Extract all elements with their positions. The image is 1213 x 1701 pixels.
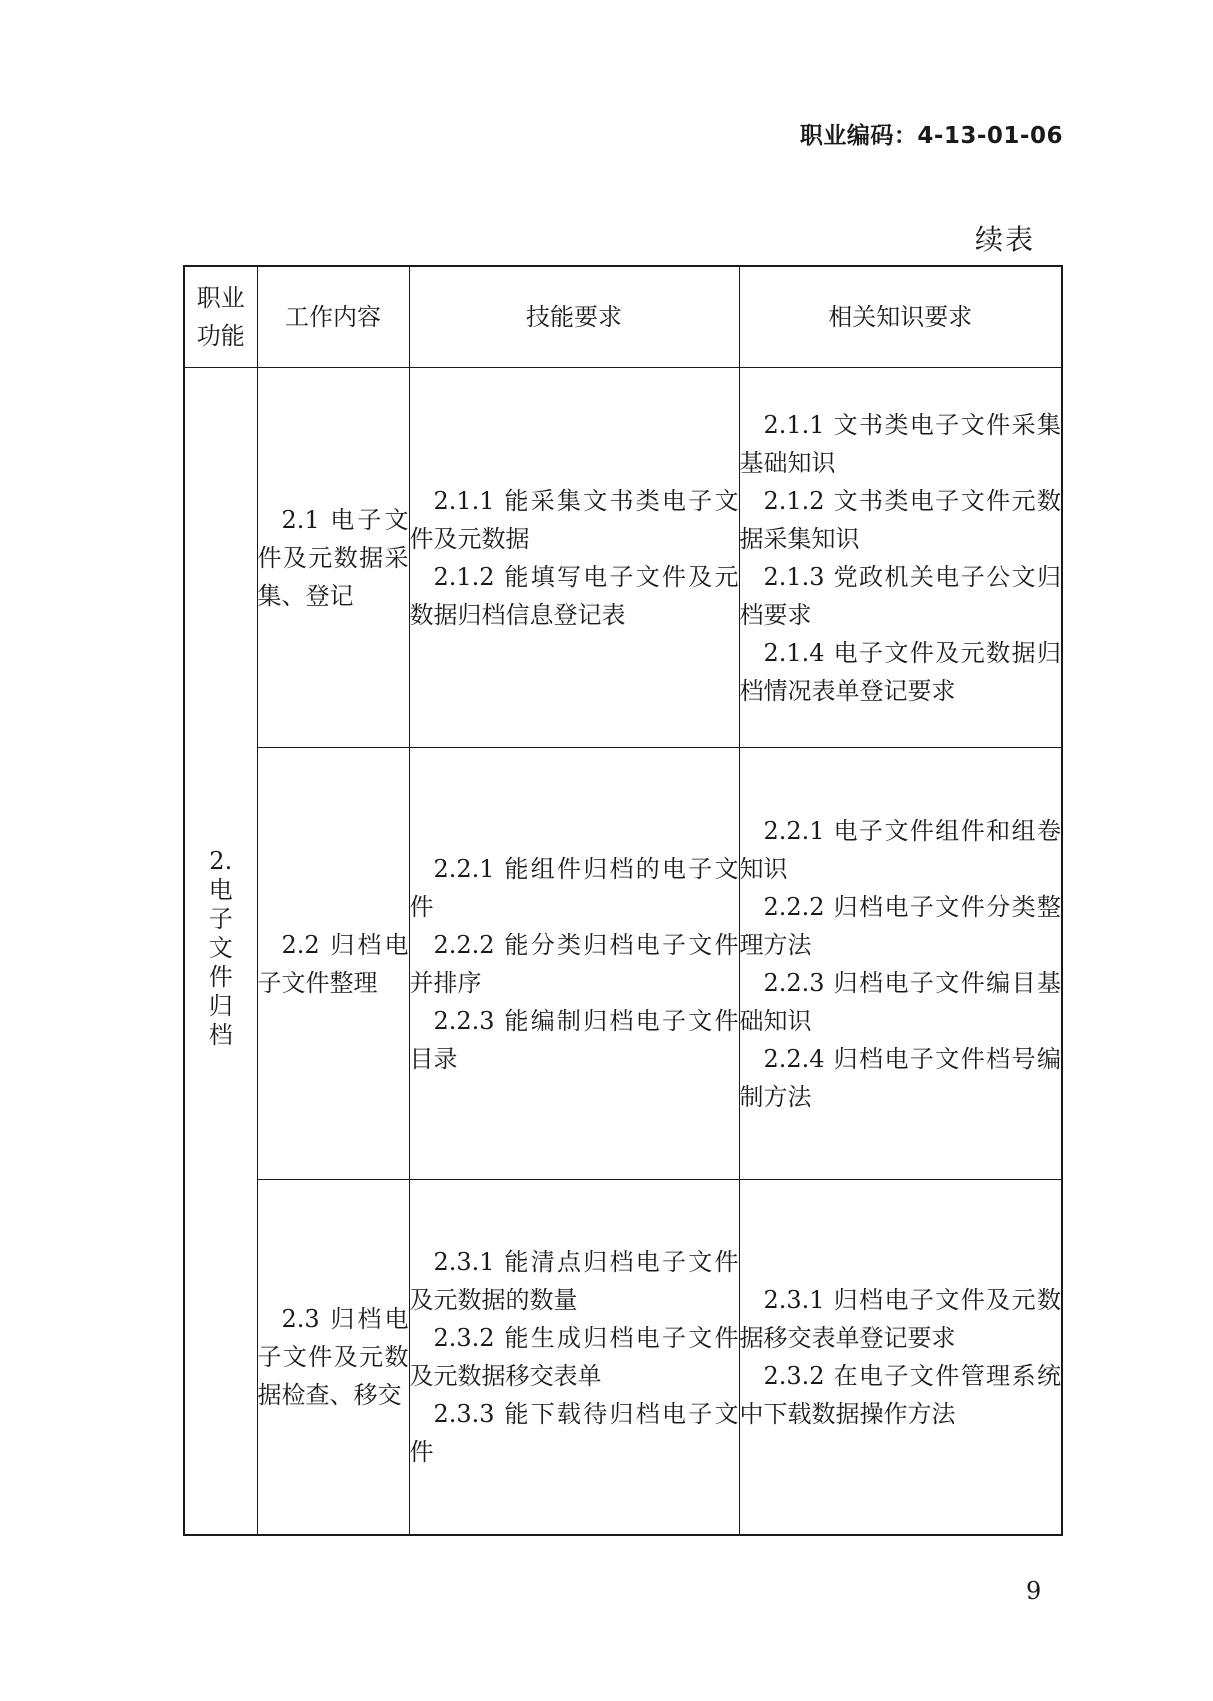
skill-item: 2.3.1 能清点归档电子文件及元数据的数量 [409,1247,739,1314]
content-text: 2.2 归档电子文件整理 [257,930,409,997]
header-function-line2: 功能 [196,322,245,350]
skill-item: 2.3.2 能生成归档电子文件及元数据移交表单 [409,1323,739,1390]
content-text: 2.1 电子文件及元数据采集、登记 [257,505,409,610]
header-function-line1: 职业 [196,284,245,312]
function-char: 文 [208,934,233,963]
knowledge-item: 2.1.3 党政机关电子公文归档要求 [739,562,1061,629]
continuation-label: 续表 [974,223,1035,256]
header-knowledge: 相关知识要求 [739,266,1062,368]
function-char: 子 [208,905,233,934]
header-content: 工作内容 [257,266,409,368]
skill-item: 2.2.3 能编制归档电子文件目录 [409,1006,739,1073]
function-char: 2. [209,847,233,876]
knowledge-item: 2.2.2 归档电子文件分类整理方法 [739,892,1061,959]
knowledge-item: 2.3.2 在电子文件管理系统中下载数据操作方法 [739,1361,1061,1428]
skills-cell [409,368,739,748]
table-row [184,748,1062,1180]
header-function [184,266,257,368]
knowledge-item: 2.1.1 文书类电子文件采集基础知识 [739,410,1061,477]
table-row [184,1180,1062,1535]
knowledge-cell [739,1180,1062,1535]
skills-cell [409,748,739,1180]
content-cell [257,1180,409,1535]
knowledge-item: 2.2.1 电子文件组件和组卷知识 [739,816,1061,883]
function-char: 电 [208,876,233,905]
knowledge-item: 2.1.4 电子文件及元数据归档情况表单登记要求 [739,638,1061,705]
skill-item: 2.1.1 能采集文书类电子文件及元数据 [409,486,739,553]
content-cell [257,748,409,1180]
knowledge-item: 2.2.3 归档电子文件编目基础知识 [739,968,1061,1035]
content-text: 2.3 归档电子文件及元数据检查、移交 [257,1304,409,1409]
page-number: 9 [1026,1577,1042,1605]
occupation-code: 职业编码：4-13-01-06 [799,123,1063,149]
skills-cell [409,1180,739,1535]
knowledge-cell [739,748,1062,1180]
function-char: 件 [208,963,233,992]
occupation-standard-table [183,265,1063,1536]
content-cell [257,368,409,748]
table-row [184,368,1062,748]
knowledge-cell [739,368,1062,748]
header-skills: 技能要求 [409,266,739,368]
function-cell [184,368,257,1535]
knowledge-item: 2.2.4 归档电子文件档号编制方法 [739,1044,1061,1111]
skill-item: 2.3.3 能下载待归档电子文件 [409,1399,739,1466]
knowledge-item: 2.3.1 归档电子文件及元数据移交表单登记要求 [739,1285,1061,1352]
skill-item: 2.1.2 能填写电子文件及元数据归档信息登记表 [409,562,739,629]
table-header-row [184,266,1062,368]
function-char: 档 [208,1021,233,1050]
skill-item: 2.2.1 能组件归档的电子文件 [409,854,739,921]
skill-item: 2.2.2 能分类归档电子文件并排序 [409,930,739,997]
function-char: 归 [208,992,233,1021]
knowledge-item: 2.1.2 文书类电子文件元数据采集知识 [739,486,1061,553]
